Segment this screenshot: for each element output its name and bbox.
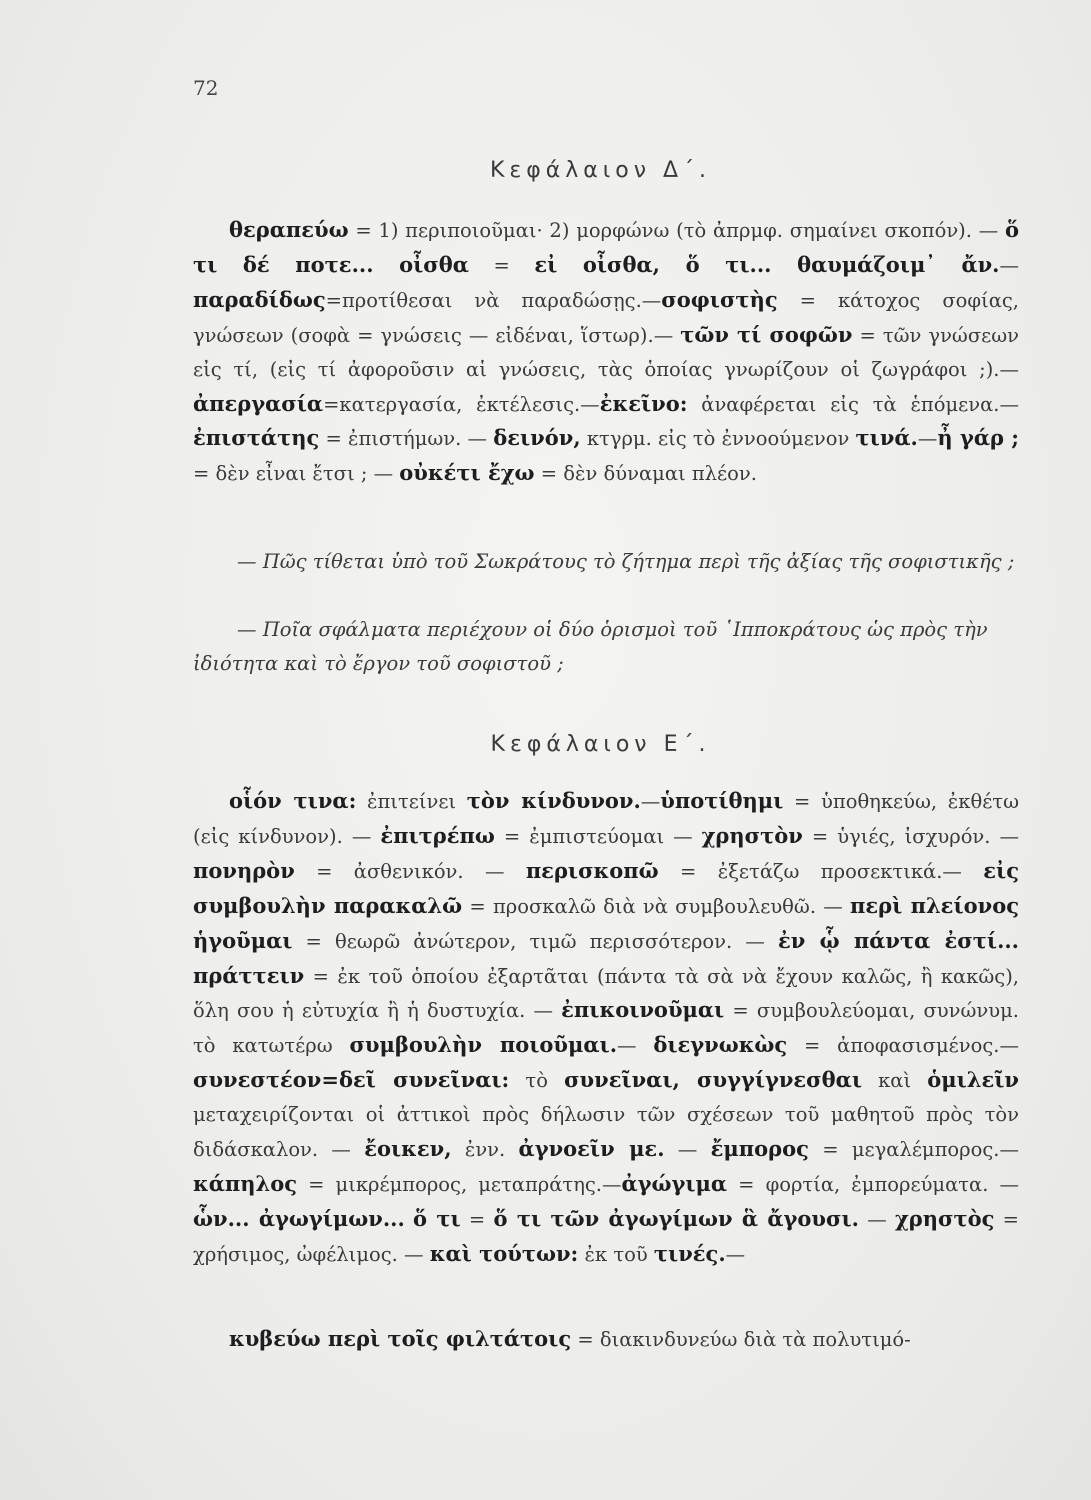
glossary-term: ἐπιστάτης: [193, 425, 320, 451]
glossary-definition: = θεωρῶ ἀνώτερον, τιμῶ περισσότερον. —: [292, 929, 779, 953]
glossary-definition: = μεγαλέμπορος.—: [808, 1138, 1019, 1162]
glossary-definition: = προσκαλῶ διὰ νὰ συμβουλευθῶ. —: [462, 894, 850, 918]
glossary-definition: καὶ: [862, 1069, 928, 1093]
chapter-heading-d: Κεφάλαιον Δ΄.: [489, 158, 712, 183]
glossary-definition: τὸ: [509, 1069, 565, 1093]
glossary-term: παραδίδως: [193, 286, 326, 312]
chapter-heading-e: Κεφάλαιον Ε΄.: [490, 732, 711, 757]
glossary-definition: ἐπιτείνει: [356, 790, 467, 813]
glossary-term: περισκοπῶ: [525, 857, 659, 883]
glossary-definition: κτγρμ. εἰς τὸ ἐννοούμενον: [580, 427, 856, 451]
glossary-term: χρηστὸς: [894, 1205, 995, 1231]
glossary-definition: = κάτοχος σοφίας, γνώσεων (σοφὰ = γνώσεις — εἰδέναι, ἵστωρ).—: [193, 288, 1019, 347]
glossary-term: κυβεύω περὶ τοῖς φιλτάτοις: [229, 1326, 572, 1351]
page-number: 72: [193, 76, 219, 100]
glossary-term: καὶ τούτων:: [429, 1240, 579, 1266]
glossary-term: περὶ πλείονος ἡγοῦμαι: [193, 892, 1019, 953]
glossary-term: τινές.: [653, 1240, 726, 1266]
glossary-definition: = δὲν δύναμαι πλέον.: [534, 462, 757, 486]
glossary-term: ἐπικοινοῦμαι: [561, 997, 725, 1023]
glossary-term: ἀγώγιμα: [621, 1170, 728, 1196]
glossary-term: εἰς συμβουλὴν παρακαλῶ: [193, 857, 1019, 918]
glossary-definition: = φορτία, ἐμπορεύματα. —: [727, 1172, 1019, 1196]
question-2: — Ποῖα σφάλματα περιέχουν οἱ δύο ὁρισμοὶ τοῦ ῾Ιπποκράτους ὡς πρὸς τὴν ἰδιότητα καὶ τὸ ἔργον τοῦ σοφιστοῦ ;: [193, 618, 988, 675]
glossary-term: ἐν ᾧ πάντα ἐστί... πράττειν: [193, 927, 1019, 988]
glossary-term: συνεστέον=δεῖ συνεῖναι:: [193, 1067, 510, 1093]
glossary-definition: —: [664, 1138, 711, 1162]
glossary-definition: ἀναφέρεται εἰς τὰ ἑπόμενα.—: [687, 392, 1019, 416]
glossary-definition: = διακινδυνεύω διὰ τὰ πολυτιμό-: [571, 1328, 911, 1351]
glossary-definition: = χρήσιμος, ὠφέλιμος. —: [193, 1207, 1019, 1266]
glossary-definition: = ἀσθενικόν. —: [294, 859, 526, 883]
glossary-term: ὅ τι δέ ποτε... οἶσθα: [193, 217, 1019, 277]
glossary-term: ὑποτίθημι: [660, 788, 784, 813]
glossary-term: πονηρὸν: [193, 857, 295, 883]
glossary-definition: —: [640, 790, 661, 813]
glossary-definition: =προτίθεσαι νὰ παραδώσῃς.—: [325, 288, 662, 312]
glossary-definition: = συμβουλεύομαι, συνώνυμ. τὸ κατωτέρω: [193, 999, 1019, 1058]
glossary-definition: = ἐμπιστεύομαι —: [494, 824, 702, 848]
glossary-definition: ἐκ τοῦ: [578, 1242, 654, 1266]
glossary-term: τινά.: [855, 425, 918, 451]
glossary-definition: μεταχειρίζονται οἱ ἀττικοὶ πρὸς δήλωσιν τῶν σχέσεων τοῦ μαθητοῦ πρὸς τὸν διδάσκαλον. —: [193, 1103, 1019, 1162]
glossary-term: δεινόν,: [493, 425, 581, 451]
glossary-term: ὧν... ἀγωγίμων...: [193, 1205, 405, 1231]
glossary-term: διεγνωκὼς: [653, 1032, 788, 1058]
glossary-term: οἷόν τινα:: [229, 788, 357, 813]
glossary-definition: —: [858, 1207, 895, 1231]
glossary-definition: =κατεργασία, ἐκτέλεσις.—: [323, 392, 600, 416]
glossary-term: σοφιστὴς: [661, 286, 778, 312]
glossary-term: κάπηλος: [193, 1170, 298, 1196]
glossary-definition: = ἐπιστήμων. —: [319, 427, 494, 451]
glossary-term: ἐπιτρέπω: [380, 822, 495, 848]
glossary-definition: ἐνν.: [451, 1138, 519, 1162]
glossary-definition: = 1) περιποιοῦμαι· 2) μορφώνω (τὸ ἀπρμφ. σημαίνει σκοπόν). —: [348, 219, 1005, 242]
chapter-e-glossary-continued: [193, 1322, 1019, 1357]
glossary-term: ἦ γάρ ;: [937, 425, 1020, 451]
glossary-term: θεραπεύω: [229, 217, 349, 242]
glossary-term: ἔμπορος: [710, 1136, 809, 1162]
glossary-definition: —: [725, 1242, 746, 1266]
glossary-definition: =: [468, 253, 535, 277]
glossary-definition: —: [999, 253, 1019, 277]
glossary-definition: = ὑγιές, ἰσχυρόν. —: [802, 824, 1019, 848]
glossary-term: ὅ τι: [413, 1205, 461, 1231]
glossary-term: ἀπεργασία: [193, 390, 324, 416]
glossary-term: τὸν κίνδυνον.: [466, 788, 641, 813]
glossary-definition: = δὲν εἶναι ἔτσι ; —: [193, 462, 400, 486]
glossary-definition: = ἐξετάζω προσεκτικά.—: [658, 859, 984, 883]
glossary-term: χρηστὸν: [701, 822, 803, 848]
glossary-term: συνεῖναι, συγγίγνεσθαι: [564, 1067, 862, 1093]
glossary-term: ὅ τι τῶν ἀγωγίμων ἃ ἄγουσι.: [493, 1205, 859, 1231]
glossary-term: ἀγνοεῖν με.: [518, 1136, 665, 1162]
glossary-term: εἰ οἶσθα, ὅ τι... θαυμάζοιμ᾽ ἄν.: [534, 251, 1000, 277]
glossary-definition: = ἀποφασισμένος.—: [787, 1034, 1019, 1058]
glossary-term: τῶν τί σοφῶν: [680, 321, 853, 347]
glossary-term: οὐκέτι ἔχω: [399, 460, 535, 486]
glossary-definition: = μικρέμπορος, μεταπράτης.—: [297, 1172, 622, 1196]
glossary-definition: [405, 1208, 413, 1231]
glossary-definition: —: [617, 1034, 654, 1058]
glossary-term: ὁμιλεῖν: [927, 1067, 1019, 1093]
glossary-definition: =: [460, 1207, 494, 1231]
question-1: — Πῶς τίθεται ὑπὸ τοῦ Σωκράτους τὸ ζήτημα περὶ τῆς ἀξίας τῆς σοφιστικῆς ;: [237, 550, 1015, 573]
glossary-term: ἔοικεν,: [364, 1136, 452, 1162]
glossary-term: συμβουλὴν ποιοῦμαι.: [349, 1032, 618, 1058]
chapter-d-glossary: [193, 213, 1019, 491]
glossary-term: ἐκεῖνο:: [599, 390, 688, 416]
glossary-definition: = τῶν γνώσεων εἰς τί, (εἰς τί ἀφοροῦσιν αἱ γνώσεις, τὰς ὁποίας γνωρίζουν οἱ ζωγράφοι ;).—: [193, 323, 1019, 381]
chapter-e-glossary: [193, 784, 1019, 1272]
glossary-definition: = ἐκ τοῦ ὁποίου ἐξαρτᾶται (πάντα τὰ σὰ νὰ ἔχουν καλῶς, ἢ κακῶς), ὅλη σου ἡ εὐτυχία ἢ ἡ δυστυχία. —: [193, 964, 1019, 1023]
glossary-definition: —: [917, 427, 938, 451]
glossary-definition: = ὑποθηκεύω, ἐκθέτω (εἰς κίνδυνον). —: [193, 790, 1019, 848]
